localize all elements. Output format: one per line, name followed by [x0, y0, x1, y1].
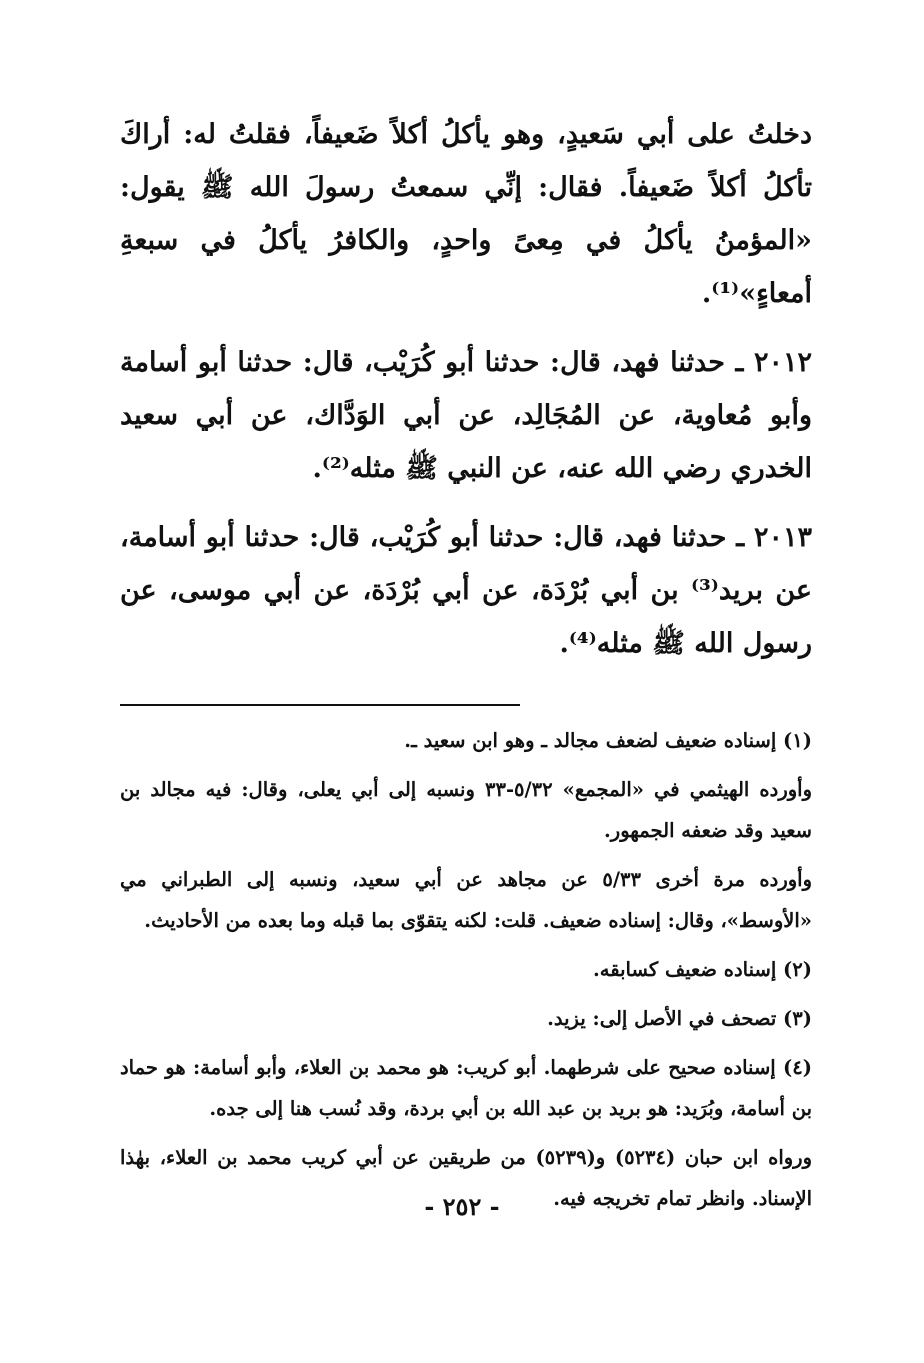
hadith-2013: ٢٠١٣ ـ حدثنا فهد، قال: حدثنا أبو كُرَيْب، قال: حدثنا أبو أسامة، عن بريد⁽³⁾ بن أبي بُرْدَة، عن أبي بُرْدَة، عن أبي موسى، عن رسول الله ﷺ مثله⁽⁴⁾. [120, 522, 812, 659]
page-number: - ٢٥٢ - [424, 1192, 500, 1221]
footnote-2: (٢) إسناده ضعيف كسابقه. [593, 958, 812, 981]
main-text [120, 108, 812, 670]
footnote-separator-wrap [120, 690, 812, 716]
hadith-paragraph-continuation: دخلتُ على أبي سَعيدٍ، وهو يأكلُ أكلاً ضَعيفاً، فقلتُ له: أراكَ تأكلُ أكلاً ضَعيفاً. فقال: إنِّي سمعتُ رسولَ الله ﷺ يقول: «المؤمنُ يأكلُ في مِعىً واحدٍ، والكافرُ يأكلُ في سبعةِ أمعاءٍ»⁽¹⁾. [120, 119, 812, 309]
footnote-4: (٤) إسناده صحيح على شرطهما. أبو كريب: هو محمد بن العلاء، وأبو أسامة: هو حماد بن أسامة، وبُرَيد: هو بريد بن عبد الله بن أبي بردة، وقد نُسب هنا إلى جده. [120, 1056, 812, 1120]
footnote-1-second-report: وأورده مرة أخرى ٥/٣٣ عن مجاهد عن أبي سعيد، ونسبه إلى الطبراني مي «الأوسط»، وقال: إسناده ضعيف. قلت: لكنه يتقوّى بما قبله وما بعده من الأحاديث. [120, 868, 813, 932]
footnote-3: (٣) تصحف في الأصل إلى: يزيد. [547, 1007, 812, 1030]
footnote-4-ibn-hibban: ورواه ابن حبان (٥٢٣٤) و(٥٢٣٩) من طريقين عن أبي كريب محمد بن العلاء، بهٰذا الإسناد. وانظر تمام تخريجه فيه. [120, 1146, 812, 1210]
footnotes [120, 720, 812, 1219]
footnote-separator [120, 704, 520, 706]
footnote-1: (١) إسناده ضعيف لضعف مجالد ـ وهو ابن سعيد ـ. [404, 729, 812, 752]
hadith-2012: ٢٠١٢ ـ حدثنا فهد، قال: حدثنا أبو كُرَيْب، قال: حدثنا أبو أسامة وأبو مُعاوية، عن المُجَالِد، عن أبي الوَدَّاك، عن أبي سعيد الخدري رضي الله عنه، عن النبي ﷺ مثله⁽²⁾. [120, 347, 812, 484]
footnote-1-haythami: وأورده الهيثمي في «المجمع» ٥/٣٢-٣٣ ونسبه إلى أبي يعلى، وقال: فيه مجالد بن سعيد وقد ضعفه الجمهور. [120, 778, 812, 842]
